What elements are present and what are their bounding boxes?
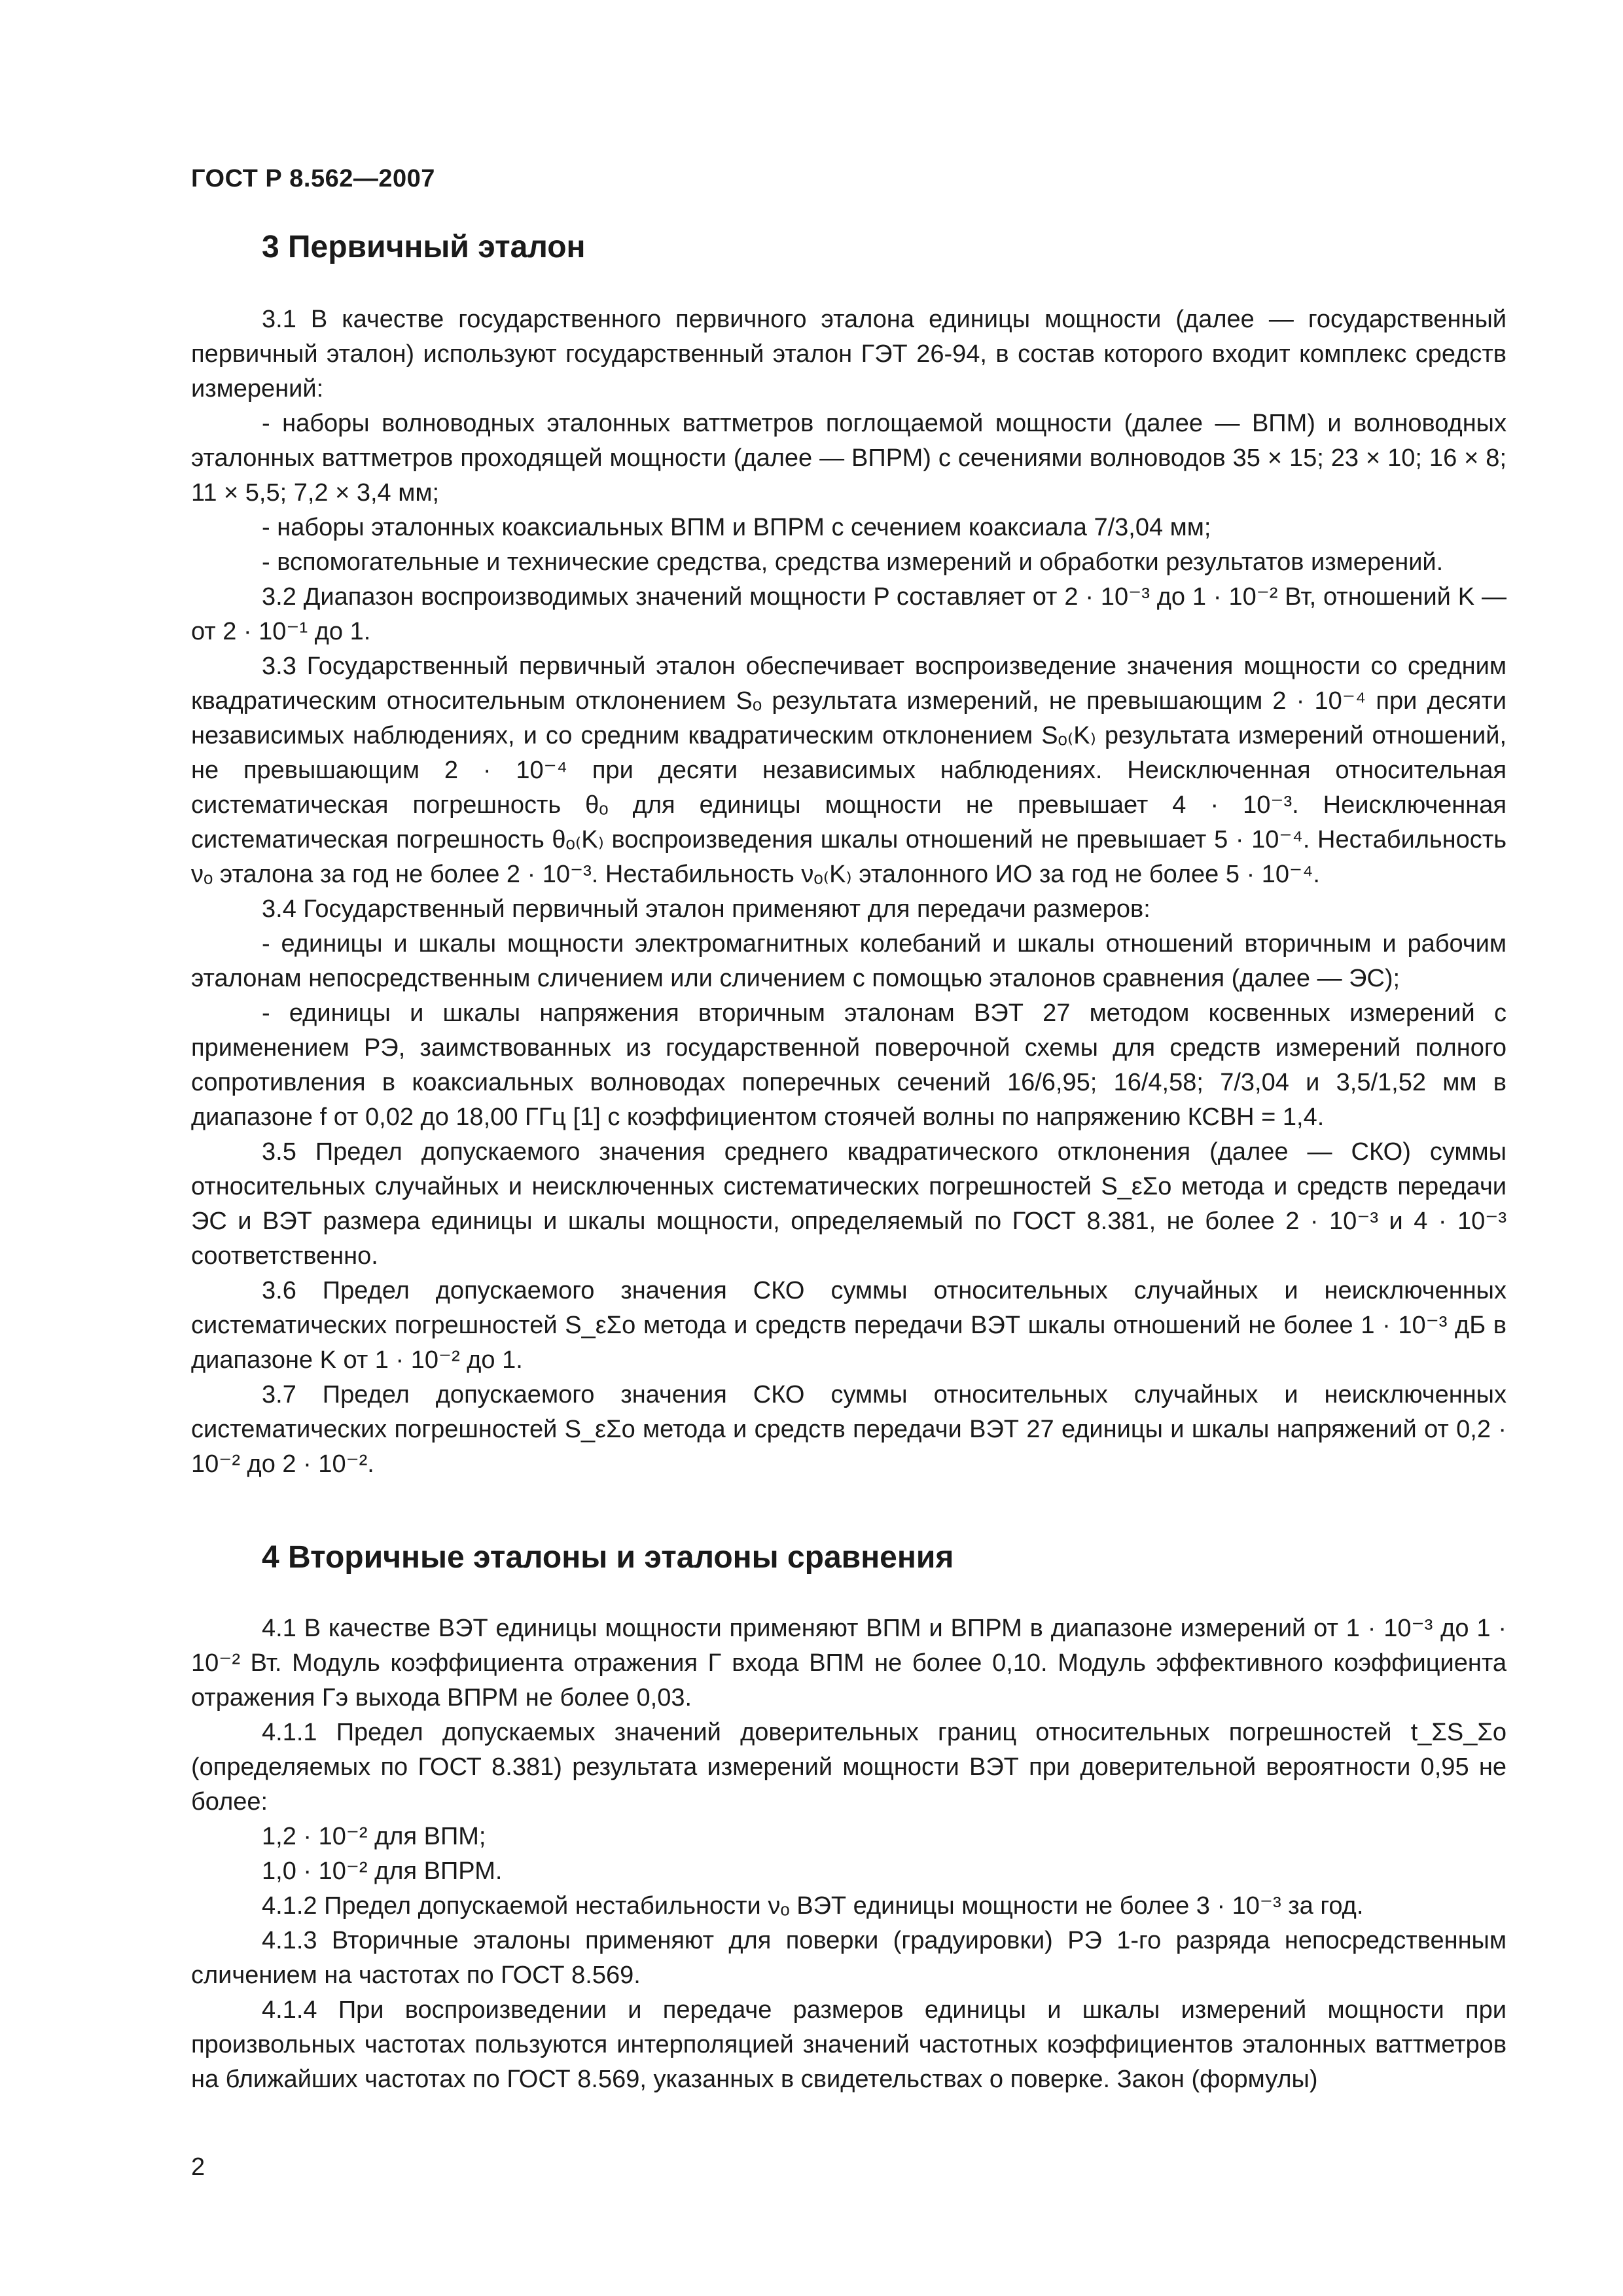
list-item-vprm-limit: 1,0 · 10⁻² для ВПРМ. xyxy=(262,1857,503,1885)
list-item-auxiliary-means: - вспомогательные и технические средства, средства измерений и обработки результатов измерений. xyxy=(262,548,1444,576)
list-item-voltage-units: - единицы и шкалы напряжения вторичным эталонам ВЭТ 27 методом косвенных измерений с применением РЭ, заимствованных из государственной поверочной схемы для средств измерений полного сопротивления в коаксиальных волноводах поперечных сечений 16/6,95; 16/4,58; 7/3,04 и 3,5/1,52 мм в диапазоне f от 0,02 до 18,00 ГГц [1] с коэффициентом стоячей волны по напряжению КСВН = 1,4. xyxy=(191,999,1507,1131)
paragraph-4-1-2: 4.1.2 Предел допускаемой нестабильности νₒ ВЭТ единицы мощности не более 3 · 10⁻³ за год. xyxy=(262,1892,1364,1920)
section-3-heading: 3 Первичный эталон xyxy=(262,230,586,264)
list-item-coaxial-sets: - наборы эталонных коаксиальных ВПМ и ВПРМ с сечением коаксиала 7/3,04 мм; xyxy=(262,514,1211,541)
paragraph-3-2: 3.2 Диапазон воспроизводимых значений мощности P составляет от 2 · 10⁻³ до 1 · 10⁻² Вт, отношений K — от 2 · 10⁻¹ до 1. xyxy=(191,583,1507,645)
paragraph-3-6: 3.6 Предел допускаемого значения СКО суммы относительных случайных и неисключенных систематических погрешностей S_εΣo метода и средств передачи ВЭТ шкалы отношений не более 1 · 10⁻³ дБ в диапазоне K от 1 · 10⁻² до 1. xyxy=(191,1277,1507,1374)
list-item-power-units: - единицы и шкалы мощности электромагнитных колебаний и шкалы отношений вторичным и рабочим эталонам непосредственным сличением или сличением с помощью эталонов сравнения (далее — ЭС); xyxy=(191,930,1507,992)
paragraph-4-1-3: 4.1.3 Вторичные эталоны применяют для поверки (градуировки) РЭ 1-го разряда непосредственным сличением на частотах по ГОСТ 8.569. xyxy=(191,1927,1507,1989)
paragraph-3-5: 3.5 Предел допускаемого значения среднего квадратического отклонения (далее — СКО) суммы относительных случайных и неисключенных систематических погрешностей S_εΣo метода и средств передачи ЭС и ВЭТ размера единицы и шкалы мощности, определяемый по ГОСТ 8.381, не более 2 · 10⁻³ и 4 · 10⁻³ соответственно. xyxy=(191,1138,1507,1270)
section-4-heading: 4 Вторичные эталоны и эталоны сравнения xyxy=(262,1540,954,1575)
paragraph-3-7: 3.7 Предел допускаемого значения СКО суммы относительных случайных и неисключенных систематических погрешностей S_εΣo метода и средств передачи ВЭТ 27 единицы и шкалы напряжений от 0,2 · 10⁻² до 2 · 10⁻². xyxy=(191,1381,1507,1478)
section-4-body xyxy=(191,1611,1507,2097)
document-code: ГОСТ Р 8.562—2007 xyxy=(191,165,435,192)
section-3-body xyxy=(191,302,1507,1482)
paragraph-4-1-1: 4.1.1 Предел допускаемых значений доверительных границ относительных погрешностей t_ΣS_Σo (определяемых по ГОСТ 8.381) результата измерений мощности ВЭТ при доверительной вероятности 0,95 не более: xyxy=(191,1719,1507,1816)
paragraph-3-1: 3.1 В качестве государственного первичного эталона единицы мощности (далее — государственный первичный эталон) используют государственный эталон ГЭТ 26-94, в состав которого входит комплекс средств измерений: xyxy=(191,306,1507,403)
paragraph-3-3: 3.3 Государственный первичный эталон обеспечивает воспроизведение значения мощности со средним квадратическим относительным отклонением Sₒ результата измерений, не превышающим 2 · 10⁻⁴ при десяти независимых наблюдениях, и со средним квадратическим отклонением Sₒ₍K₎ результата измерений отношений, не превышающим 2 · 10⁻⁴ при десяти независимых наблюдениях. Неисключенная относительная систематическая погрешность θₒ для единицы мощности не превышает 4 · 10⁻³. Неисключенная систематическая погрешность θₒ₍K₎ воспроизведения шкалы отношений не превышает 5 · 10⁻⁴. Нестабильность νₒ эталона за год не более 2 · 10⁻³. Нестабильность νₒ₍K₎ эталонного ИО за год не более 5 · 10⁻⁴. xyxy=(191,653,1507,888)
paragraph-4-1: 4.1 В качестве ВЭТ единицы мощности применяют ВПМ и ВПРМ в диапазоне измерений от 1 · 10⁻³ до 1 · 10⁻² Вт. Модуль коэффициента отражения Γ входа ВПМ не более 0,10. Модуль эффективного коэффициента отражения Γэ выхода ВПРМ не более 0,03. xyxy=(191,1615,1507,1712)
list-item-vpm-limit: 1,2 · 10⁻² для ВПМ; xyxy=(262,1823,486,1850)
page-number: 2 xyxy=(191,2153,205,2181)
list-item-waveguide-sets: - наборы волноводных эталонных ваттметров поглощаемой мощности (далее — ВПМ) и волноводных эталонных ваттметров проходящей мощности (далее — ВПРМ) с сечениями волноводов 35 × 15; 23 × 10; 16 × 8; 11 × 5,5; 7,2 × 3,4 мм; xyxy=(191,410,1507,507)
paragraph-3-4: 3.4 Государственный первичный эталон применяют для передачи размеров: xyxy=(262,895,1150,923)
paragraph-4-1-4: 4.1.4 При воспроизведении и передаче размеров единицы и шкалы измерений мощности при произвольных частотах пользуются интерполяцией значений частотных коэффициентов эталонных ваттметров на ближайших частотах по ГОСТ 8.569, указанных в свидетельствах о поверке. Закон (формулы) xyxy=(191,1996,1507,2093)
